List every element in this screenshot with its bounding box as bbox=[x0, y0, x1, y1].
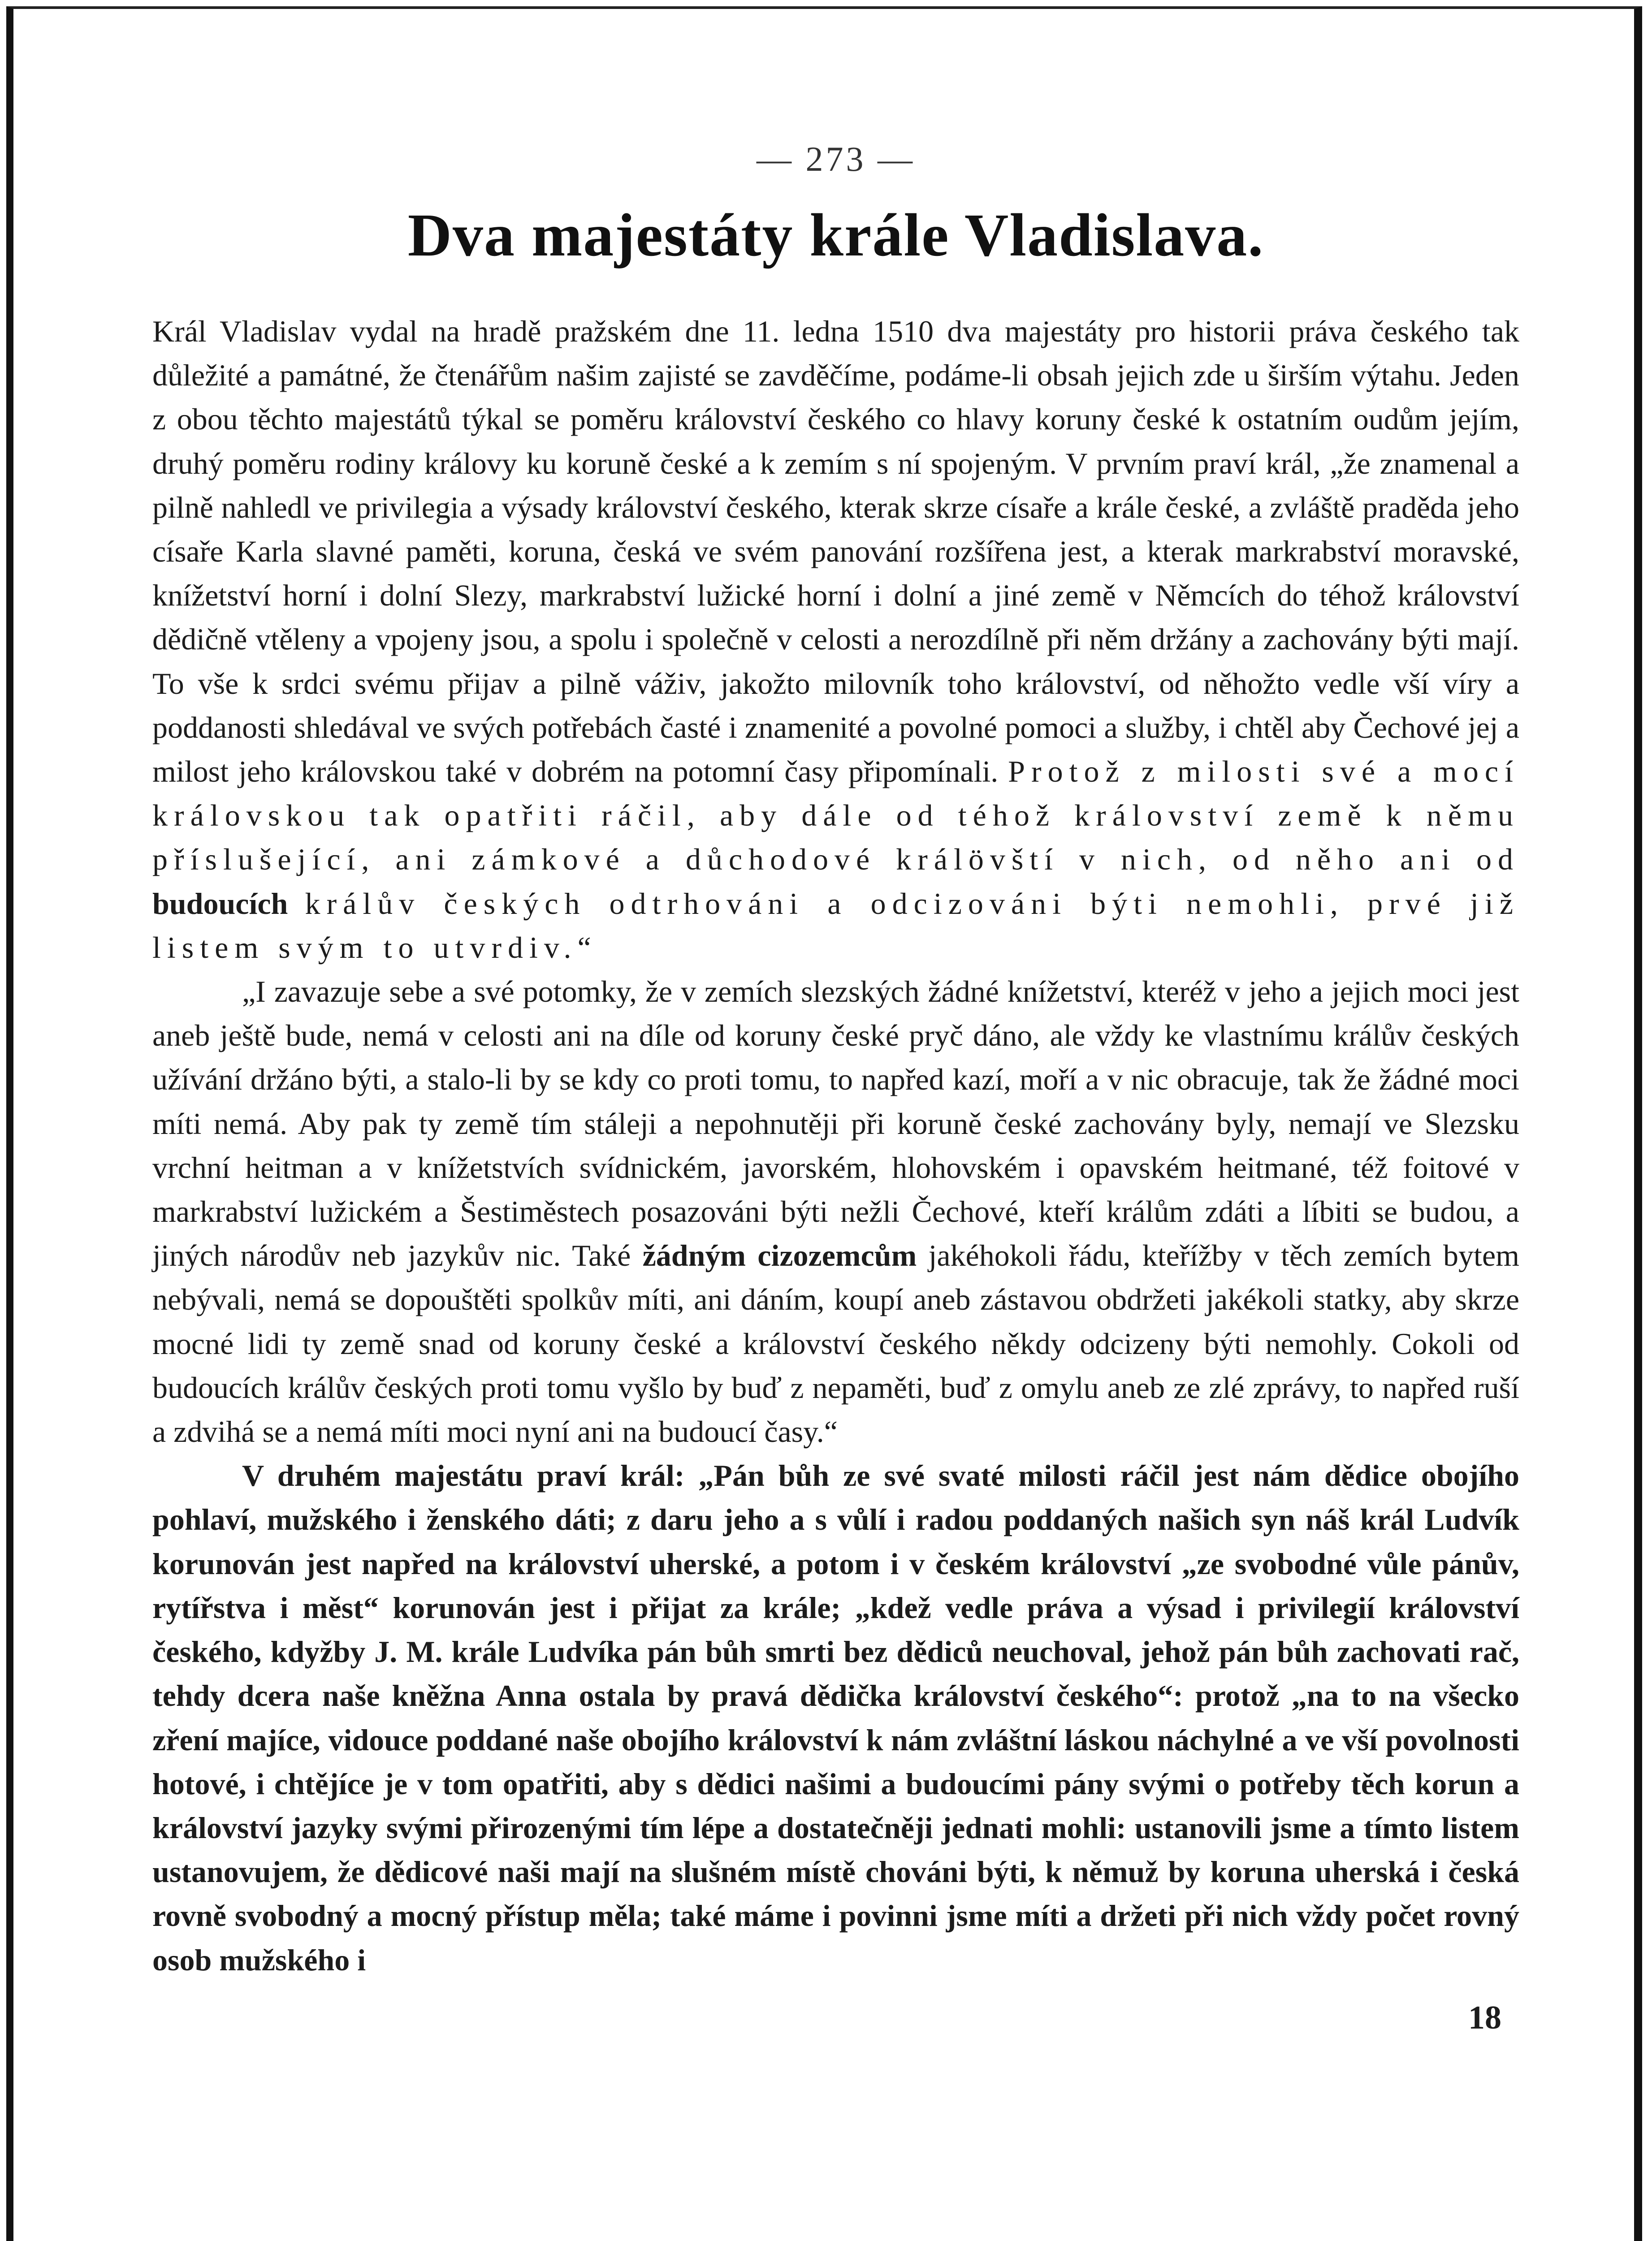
paragraph-1-text: Král Vladislav vydal na hradě pražském dne 11. ledna 1510 dva majestáty pro historii práva českého tak důležité a památné, že čtenářům našim zajisté se zavděčíme, podáme-li obsah jejich zde u širším výtahu. Jeden z obou těchto majestátů týkal se poměru království českého co hlavy koruny české k ostatním oudům jejím, druhý poměru rodiny královy ku koruně české a k zemím s ní spojeným. V prvním praví král, „že znamenal a pilně nahledl ve privilegia a výsady království českého, kterak skrze císaře a krále české, a zvláště praděda jeho císaře Karla slavné paměti, koruna, česká ve svém panování rozšířena jest, a kterak markrabství moravské, knížetství horní i dolní Slezy, markrabství lužické horní i dolní a jiné země v Němcích do téhož království dědičně vtěleny a vpojeny jsou, a spolu i společně v celosti a nerozdílně při něm držány a zachovány býti mají. To vše k srdci svému přijav a pilně váživ, jakožto milovník toho království, od něhožto vedle vší víry a poddanosti shledával ve svých potřebách časté i znamenité a povolné pomoci a služby, i chtěl aby Čechové jej a milost jeho královskou také v dobrém na potomní časy připomínali. bbox=[152, 314, 1519, 789]
page-number: — 273 — bbox=[757, 139, 915, 178]
paragraph-2-text-end: jakéhokoli řádu, kteřížby v těch zemích bytem nebývali, nemá se dopouštěti spolkův míti, ani dáním, koupí aneb zástavou obdržeti jakékoli statky, aby skrze mocné lidi ty země snad od koruny české a království českého někdy odcizeny býti nemohly. Cokoli od budoucích králův českých proti tomu vyšlo by buď z nepaměti, buď z omylu aneb ze zlé zprávy, to napřed ruší a zdvihá se a nemá míti moci nyní ani na budoucí časy.“ bbox=[152, 1238, 1520, 1449]
paragraph-1-spaced-end: králův českých odtrhováni a odcizováni býti nemohli, prvé již listem svým to utvrdiv.“ bbox=[152, 886, 1519, 965]
paragraph-1 bbox=[152, 309, 1519, 969]
paragraph-2-text: „I zavazuje sebe a své potomky, že v zemích slezských žádné knížetství, kteréž v jeho a jejich moci jest aneb ještě bude, nemá v celosti ani na díle od koruny české pryč dáno, ale vždy ke vlastnímu králův českých užívání držáno býti, a stalo-li by se kdy co proti tomu, to napřed kazí, moří a v nic obracuje, tak že žádné moci míti nemá. Aby pak ty země tím stáleji a nepohnutěji při koruně české zachovány byly, nemají ve Slezsku vrchní heitman a v knížetstvích svídnickém, javorském, hlohovském i opavském heitmané, též foitové v markrabství lužickém a Šestiměstech posazováni býti nežli Čechové, kteří králům zdáti a líbiti se budou, a jiných národův neb jazykův nic. Také bbox=[152, 974, 1519, 1273]
document-page bbox=[152, 134, 1519, 2040]
paragraph-1-spaced-text: Protož z milosti své a mocí královskou tak opatřiti ráčil, aby dále od téhož království země k němu příslušející, ani zámkové a důchodové králövští v nich, od něho ani od bbox=[152, 754, 1519, 877]
paragraph-3: V druhém majestátu praví král: „Pán bůh ze své svaté milosti ráčil jest nám dědice obojího pohlaví, mužského i ženského dáti; z daru jeho a s vůlí i radou poddaných našich syn náš král Ludvík korunován jest napřed na království uherské, a potom i v českém království „ze svobodné vůle pánův, rytířstva i měst“ korunován jest i přijat za krále; „kdež vedle práva a výsad i privilegií království českého, kdyžby J. M. krále Ludvíka pán bůh smrti bez dědiců neuchoval, jehož pán bůh zachovati rač, tehdy dcera naše kněžna Anna ostala by pravá dědička království českého“: protož „na to na všecko zření majíce, vidouce poddané naše obojího království k nám zvláštní láskou náchylné a ve vší povolnosti hotové, i chtějíce je v tom opatřiti, aby s dědici našimi a budoucími pány svými o potřeby těch korun a království jazyky svými přirozenými tím lépe a dostatečněji jednati mohli: ustanovili jsme a tímto listem ustanovujem, že dědicové naši mají na slušném místě chováni býti, k němuž by koruna uherská i česká rovně svobodný a mocný přístup měla; také máme i povinni jsme míti a držeti při nich vždy počet rovný osob mužského i bbox=[152, 1458, 1519, 1977]
signature-mark: 18 bbox=[1468, 1999, 1501, 2036]
paragraph-2 bbox=[152, 969, 1519, 1454]
paragraph-2-bold-text: žádným cizozemcům bbox=[642, 1238, 917, 1273]
paragraph-1-bold-text: budoucích bbox=[152, 886, 288, 921]
article-title: Dva majestáty krále Vladislava. bbox=[407, 202, 1264, 269]
